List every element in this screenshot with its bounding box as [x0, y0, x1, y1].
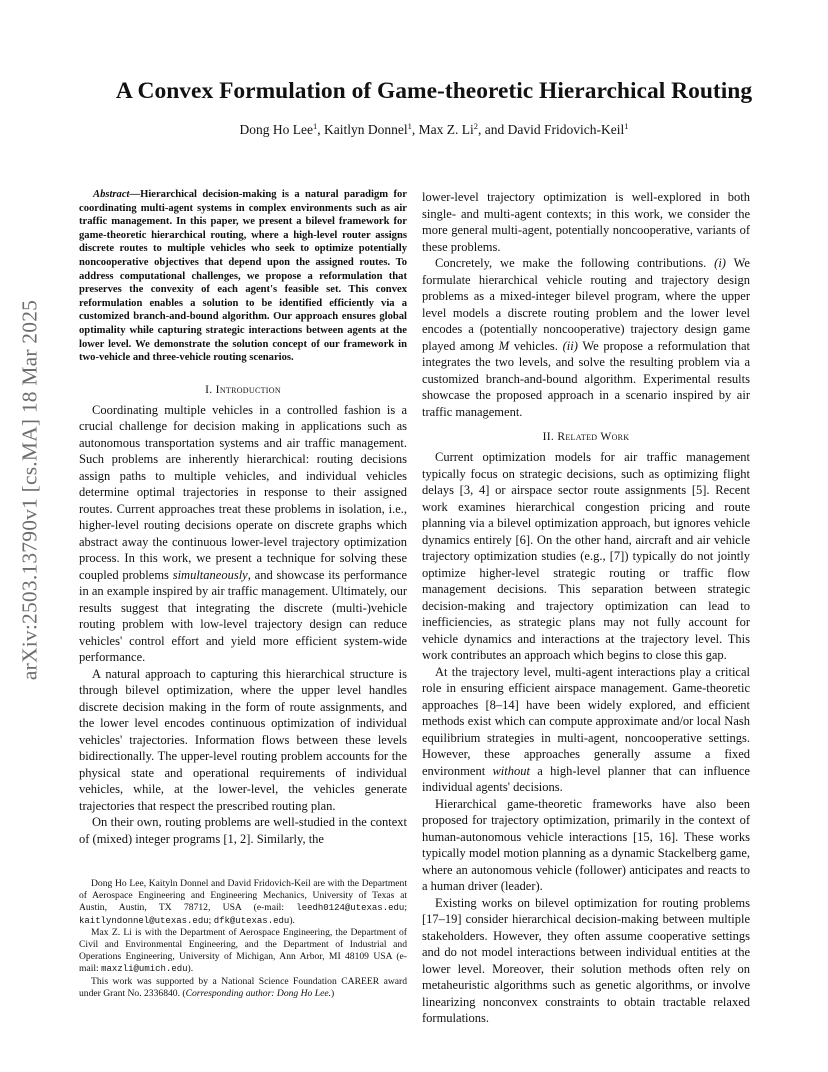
email-address: dfk@utexas.edu	[213, 915, 290, 926]
author-list	[60, 117, 808, 139]
text-run: , and showcase its performance in an example inspired by air traffic management. Ultimately, our results suggest that integrating the discrete (multi-)vehicle routing problem with low-level trajectory design can reduce vehicles' control effort and yield more efficient system-wide performance.	[79, 567, 407, 665]
math-symbol: M	[498, 338, 510, 353]
related-paragraph-1: Current optimization models for air traffic management typically focus on strategic decisions, such as optimizing flight delays [3, 4] or airspace sector route assignments [5]. Recent work examines hierarchical congestion pricing and route planning via a bilevel optimization approach, but ignores vehicle dynamics entirely [6]. On the other hand, aircraft and air vehicle trajectory optimization studies (e.g., [7]) typically do not jointly optimize higher-level strategic routing or traffic flow management decisions. This separation between strategic decision-making and trajectory optimization can lead to inefficiencies, as strategic plans may not fully account for vehicle dynamics and interactions at the trajectory level. This work contributes an approach which begins to close this gap.	[422, 450, 750, 662]
author-separator: , and	[478, 122, 508, 137]
emphasis: (ii)	[562, 338, 578, 353]
section-number: II.	[542, 430, 558, 443]
text-run: This work was supported by a National Science Foundation CAREER award under Grant No. 2336840. (	[79, 975, 407, 999]
affiliation-mark: 1	[624, 121, 629, 131]
abstract-dash: —	[129, 189, 141, 200]
email-address: kaitlyndonnel@utexas.edu	[79, 915, 209, 926]
intro-paragraph-3: On their own, routing problems are well-studied in the context of (mixed) integer programs [1, 2]. Similarly, the	[79, 815, 407, 846]
section-number: I.	[205, 382, 216, 396]
text-run: Coordinating multiple vehicles in a controlled fashion is a crucial challenge for decision making in applications such as autonomous transportation systems and air traffic management. Such problems are inherently hierarchical: routing decisions assign paths to multiple vehicles, and individual vehicles determine optimal trajectories in response to their assigned routes. Current approaches treat these problems in isolation, i.e., higher-level routing decisions operate on discrete graphs which abstract away the continuous lower-level trajectory optimization process. In this work, we present a technique for solving these coupled problems	[79, 402, 407, 582]
abstract	[79, 188, 407, 365]
text-run: vehicles.	[509, 338, 563, 353]
text-run: )	[331, 987, 335, 999]
text-run: We formulate hierarchical vehicle routing and trajectory design problems as a mixed-integer bilevel program, where the upper level models a discrete routing problem and the lower level encodes a (potentially noncooperative) trajectory design game played among	[422, 256, 750, 353]
text-run: Concretely, we make the following contributions.	[435, 256, 715, 270]
section-name: Related Work	[557, 430, 630, 443]
section-heading-related-work	[422, 430, 750, 443]
author-separator: ,	[317, 122, 324, 137]
text-run: ).	[187, 963, 194, 975]
text-run: Max Z. Li is with the Department of Aerospace Engineering, the Department of Civil and Environmental Engineering, and the Department of Industrial and Operations Engineering, University of Michigan, Ann Arbor, MI 48109 USA (e-mail:	[79, 926, 407, 975]
emphasis: Corresponding author: Dong Ho Lee.	[185, 987, 331, 999]
text-run: ).	[289, 914, 295, 926]
text-run: We propose a reformulation that integrates the two levels, and solve the resulting problem via a customized branch-and-bound algorithm. Experimental results showcase the proposed approach in a scenario inspired by air traffic management.	[422, 338, 750, 419]
intro-paragraph-3-continued: lower-level trajectory optimization is well-explored in both single- and multi-agent contexts; in this work, we consider the more general multi-agent, potentially noncooperative, variants of these problems.	[422, 190, 750, 254]
intro-paragraph-2: A natural approach to capturing this hierarchical structure is through bilevel optimization, where the upper level handles discrete decision making in the form of route assignments, and the lower level encodes continuous optimization of individual vehicles' trajectories. Information flows between these levels bidirectionally. The upper-level routing problem accounts for the physical state and operational requirements of individual vehicles, while, at the lower-level, the vehicles generate trajectories that respect the prescribed routing plan.	[79, 666, 407, 813]
left-column	[79, 188, 407, 847]
related-paragraph-3: Hierarchical game-theoretic frameworks have also been proposed for trajectory optimization, primarily in the context of human-autonomous vehicle interactions [15, 16]. These works typically model motion planning as a dynamic Stackelberg game, where an autonomous vehicle (follower) anticipates and reacts to a human driver (leader).	[422, 796, 750, 893]
text-run: Dong Ho Lee, Kaityln Donnel and David Fridovich-Keil are with the Department of Aerospace Engineering and Engineering Mechanics, University of Texas at Austin, Austin, TX 78712, USA (e-mail:	[79, 878, 407, 914]
text-run: At the trajectory level, multi-agent interactions play a critical role in ensuring efficient airspace management. Game-theoretic approaches [8–14] have been widely explored, and efficient methods exist which can compute approximate and/or local Nash equilibrium strategies in multi-agent, noncooperative settings. However, these approaches generally assume a fixed environment	[422, 664, 750, 778]
email-address: leedh0124@utexas.edu	[296, 903, 405, 914]
section-heading-introduction	[79, 383, 407, 396]
author-name: Max Z. Li	[418, 122, 474, 137]
text-run: ;	[404, 902, 407, 914]
footnote-affiliation-1	[79, 878, 407, 927]
author-name: Dong Ho Lee	[239, 122, 313, 137]
abstract-text: Hierarchical decision-making is a natural paradigm for coordinating multi-agent systems in complex environments such as air traffic management. In this paper, we present a bilevel framework for game-theoretic hierarchical routing, where a high-level router assigns discrete routes to multiple vehicles who seek to optimize potentially noncooperative objectives that depend upon the assigned routes. To address computational challenges, we propose a reformulation that preserves the convexity of each agent's feasible set. This convex reformulation enables a solution to be identified efficiently via a customized branch-and-bound algorithm. Our approach ensures global optimality while capturing strategic interactions between agents at the lower level. We demonstrate the solution concept of our framework in two-vehicle and three-vehicle routing scenarios.	[79, 189, 407, 364]
author-name: David Fridovich-Keil	[507, 122, 625, 137]
abstract-label: Abstract	[93, 189, 130, 200]
intro-paragraph-1	[79, 402, 407, 666]
text-run: a high-level planner that can influence individual agents' decisions.	[422, 763, 750, 794]
related-paragraph-2	[422, 664, 750, 796]
text-run: ;	[208, 914, 214, 926]
footnote-affiliation-2	[79, 927, 407, 976]
affiliation-mark: 1	[407, 121, 412, 131]
affiliation-mark: 2	[473, 121, 478, 131]
affiliation-mark: 1	[313, 121, 318, 131]
author-name: Kaitlyn Donnel	[324, 122, 408, 137]
email-address: maxzli@umich.edu	[101, 964, 188, 975]
author-separator: ,	[411, 122, 419, 137]
arxiv-identifier: arXiv:2503.13790v1 [cs.MA] 18 Mar 2025	[17, 299, 42, 681]
emphasis: simultaneously	[172, 567, 248, 582]
section-name: Introduction	[215, 382, 281, 396]
footnote-funding	[79, 976, 407, 1000]
footnotes	[79, 878, 407, 1000]
emphasis: (i)	[714, 256, 726, 270]
right-column	[422, 189, 750, 1027]
emphasis: without	[492, 763, 530, 778]
contributions-paragraph	[422, 255, 750, 420]
paper-title: A Convex Formulation of Game-theoretic Hierarchical Routing	[115, 78, 753, 104]
related-paragraph-4: Existing works on bilevel optimization for routing problems [17–19] consider hierarchical decision-making between multiple stakeholders. However, they often assume cooperative settings and do not model interactions between individual entities at the lower level. Moreover, their solution methods often rely on metaheuristic algorithms such as genetic algorithms, or involve linearizing nonconvex constraints to obtain tractable relaxed formulations.	[422, 895, 750, 1025]
